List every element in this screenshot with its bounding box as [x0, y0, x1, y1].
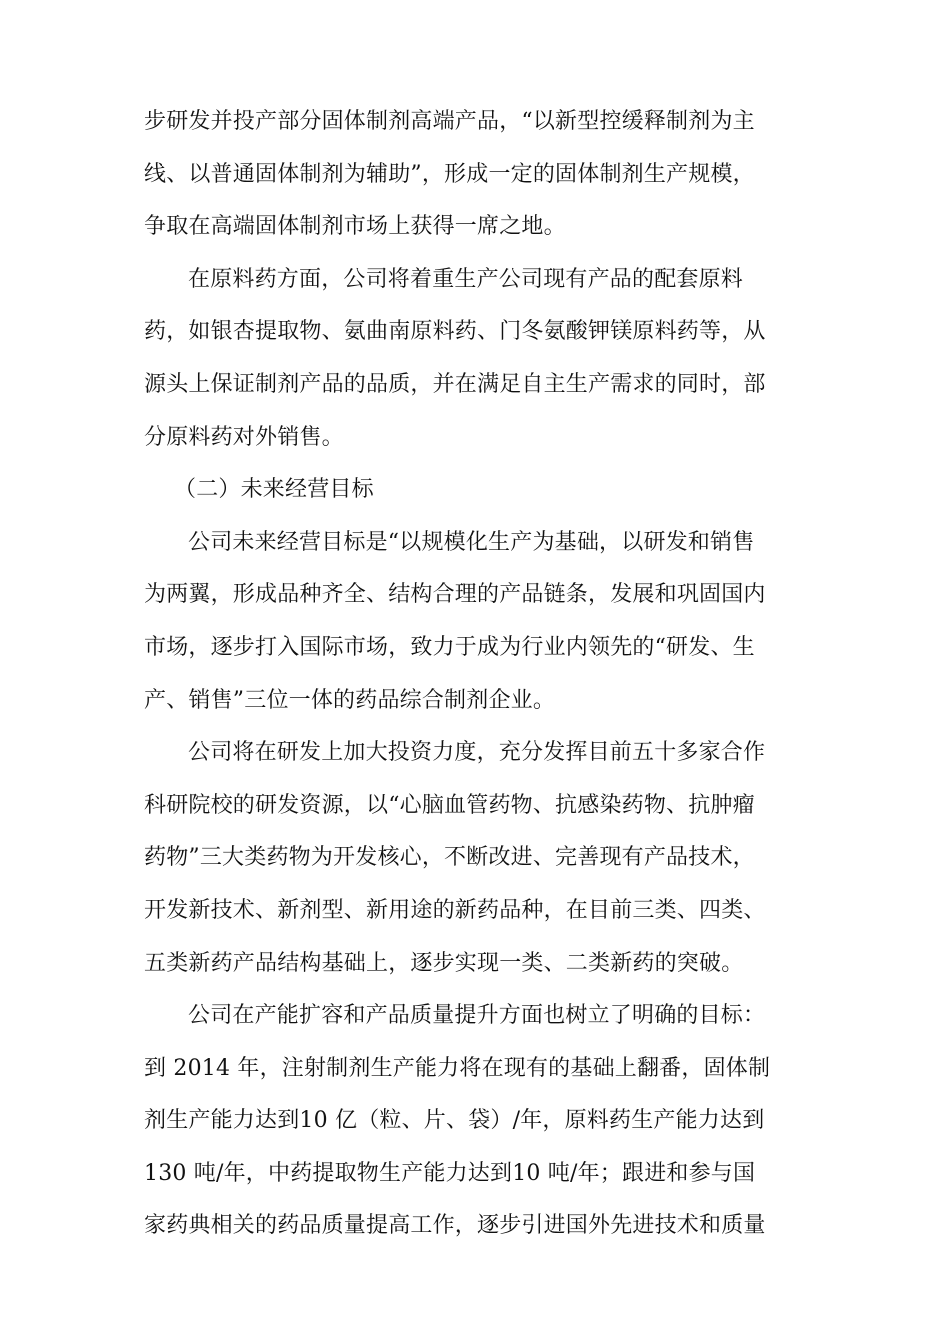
paragraph-line: 公司在产能扩容和产品质量提升方面也树立了明确的目标：	[188, 1003, 766, 1029]
paragraph-line: 分原料药对外销售。	[144, 424, 344, 450]
paragraph-line: 线、以普通固体制剂为辅助”，形成一定的固体制剂生产规模，	[144, 161, 755, 187]
paragraph-line: 产、销售”三位一体的药品综合制剂企业。	[144, 687, 556, 713]
paragraph-line: 争取在高端固体制剂市场上获得一席之地。	[144, 214, 566, 240]
paragraph-line: 家药典相关的药品质量提高工作，逐步引进国外先进技术和质量	[144, 1213, 766, 1239]
paragraph-line: 公司未来经营目标是“以规模化生产为基础，以研发和销售	[188, 529, 755, 555]
paragraph-line: 市场，逐步打入国际市场，致力于成为行业内领先的“研发、生	[144, 634, 755, 660]
document-page	[144, 96, 816, 1253]
paragraph-line: 科研院校的研发资源，以“心脑血管药物、抗感染药物、抗肿瘤	[144, 792, 755, 818]
paragraph-line: 剂生产能力达到10 亿（粒、片、袋）/年，原料药生产能力达到	[144, 1108, 765, 1134]
paragraph-line: 药物”三大类药物为开发核心，不断改进、完善现有产品技术，	[144, 845, 755, 871]
section-heading: （二）未来经营目标	[174, 477, 374, 503]
paragraph-line: 步研发并投产部分固体制剂高端产品，“以新型控缓释制剂为主	[144, 109, 755, 134]
paragraph-line: 到 2014 年，注射制剂生产能力将在现有的基础上翻番，固体制	[144, 1055, 771, 1081]
paragraph-line: 开发新技术、新剂型、新用途的新药品种，在目前三类、四类、	[144, 897, 766, 923]
paragraph-line: 为两翼，形成品种齐全、结构合理的产品链条，发展和巩固国内	[144, 582, 766, 608]
paragraph-line: 在原料药方面，公司将着重生产公司现有产品的配套原料	[188, 266, 744, 292]
paragraph-line: 130 吨/年，中药提取物生产能力达到10 吨/年；跟进和参与国	[144, 1160, 756, 1186]
paragraph-line: 公司将在研发上加大投资力度，充分发挥目前五十多家合作	[188, 740, 766, 766]
paragraph-line: 药，如银杏提取物、氨曲南原料药、门冬氨酸钾镁原料药等，从	[144, 319, 766, 345]
paragraph-line: 源头上保证制剂产品的品质，并在满足自主生产需求的同时，部	[144, 371, 766, 397]
paragraph-line: 五类新药产品结构基础上，逐步实现一类、二类新药的突破。	[144, 950, 744, 976]
